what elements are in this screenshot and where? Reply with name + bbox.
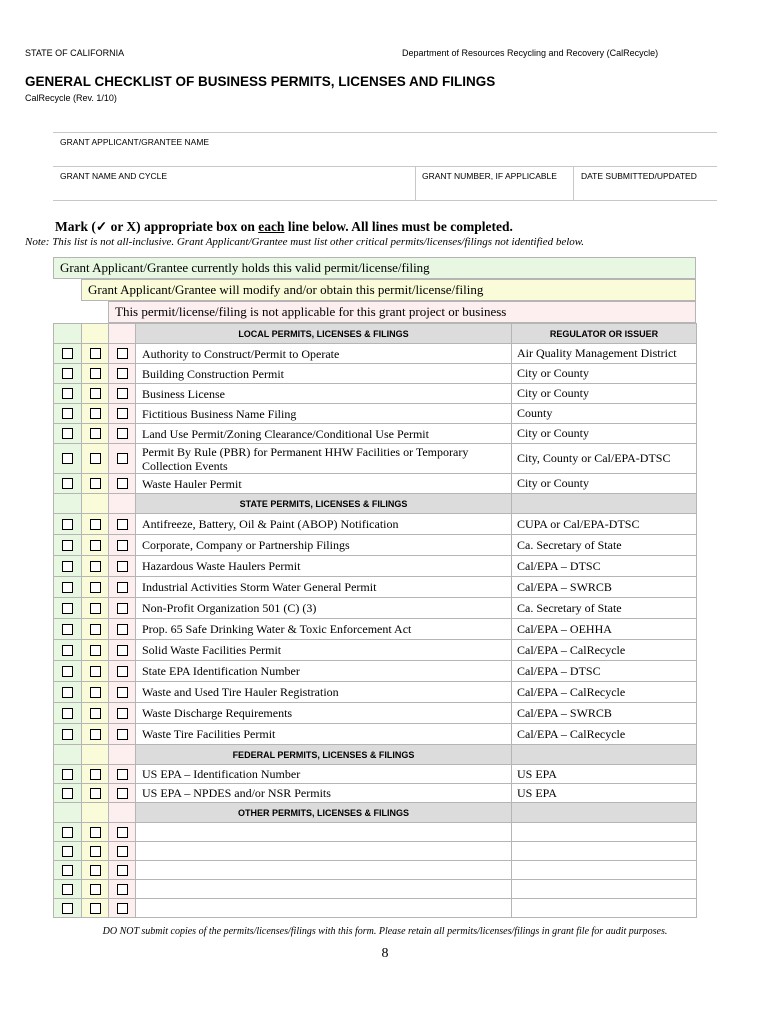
permit-name: Solid Waste Facilities Permit [136, 640, 512, 661]
obtain-cell [82, 823, 109, 842]
permit-row [54, 765, 697, 784]
permit-name: Industrial Activities Storm Water General Permit [136, 577, 512, 598]
permit-name: Waste Tire Facilities Permit [136, 724, 512, 745]
obtain-cell [82, 444, 109, 474]
permit-regulator: County [512, 404, 697, 424]
na-cell [109, 682, 136, 703]
permit-regulator: US EPA [512, 784, 697, 803]
not-applicable-checkbox[interactable] [117, 827, 128, 838]
section-header-blank [82, 324, 109, 344]
na-cell [109, 444, 136, 474]
date-submitted-label: DATE SUBMITTED/UPDATED [581, 171, 697, 181]
will-obtain-checkbox[interactable] [90, 540, 101, 551]
holds-checkbox[interactable] [62, 540, 73, 551]
obtain-cell [82, 474, 109, 494]
obtain-cell [82, 598, 109, 619]
will-obtain-checkbox[interactable] [90, 582, 101, 593]
permit-name [136, 899, 512, 918]
holds-checkbox[interactable] [62, 582, 73, 593]
section-heading: FEDERAL PERMITS, LICENSES & FILINGS [136, 745, 512, 765]
section-header-blank [109, 745, 136, 765]
will-obtain-checkbox[interactable] [90, 519, 101, 530]
not-applicable-checkbox[interactable] [117, 519, 128, 530]
holds-cell [54, 823, 82, 842]
will-obtain-checkbox[interactable] [90, 729, 101, 740]
permit-name: Permit By Rule (PBR) for Permanent HHW Facilities or Temporary Collection Events [136, 444, 512, 474]
permit-name: Business License [136, 384, 512, 404]
section-header-row [54, 745, 697, 765]
instructions-note: Note: This list is not all-inclusive. Grant Applicant/Grantee must list other critical permits/licenses/filings not identified below. [25, 236, 585, 248]
holds-checkbox[interactable] [62, 428, 73, 439]
na-cell [109, 474, 136, 494]
will-obtain-checkbox[interactable] [90, 666, 101, 677]
obtain-cell [82, 842, 109, 861]
holds-checkbox[interactable] [62, 687, 73, 698]
na-cell [109, 577, 136, 598]
permit-regulator: Ca. Secretary of State [512, 598, 697, 619]
permit-row [54, 619, 697, 640]
section-header-blank [54, 803, 82, 823]
holds-checkbox[interactable] [62, 769, 73, 780]
obtain-cell [82, 703, 109, 724]
permit-row [54, 703, 697, 724]
holds-checkbox[interactable] [62, 603, 73, 614]
permit-name: US EPA – NPDES and/or NSR Permits [136, 784, 512, 803]
will-obtain-checkbox[interactable] [90, 903, 101, 914]
not-applicable-checkbox[interactable] [117, 453, 128, 464]
obtain-cell [82, 724, 109, 745]
obtain-cell [82, 577, 109, 598]
not-applicable-checkbox[interactable] [117, 729, 128, 740]
permit-row [54, 682, 697, 703]
permit-row [54, 880, 697, 899]
permit-row [54, 899, 697, 918]
not-applicable-checkbox[interactable] [117, 903, 128, 914]
na-cell [109, 514, 136, 535]
holds-cell [54, 474, 82, 494]
not-applicable-checkbox[interactable] [117, 603, 128, 614]
holds-cell [54, 384, 82, 404]
permit-name: Building Construction Permit [136, 364, 512, 384]
obtain-cell [82, 384, 109, 404]
holds-checkbox[interactable] [62, 827, 73, 838]
will-obtain-checkbox[interactable] [90, 561, 101, 572]
permit-regulator: Cal/EPA – CalRecycle [512, 640, 697, 661]
holds-checkbox[interactable] [62, 388, 73, 399]
will-obtain-checkbox[interactable] [90, 603, 101, 614]
holds-cell [54, 899, 82, 918]
holds-cell [54, 404, 82, 424]
obtain-cell [82, 556, 109, 577]
permit-name: Land Use Permit/Zoning Clearance/Conditional Use Permit [136, 424, 512, 444]
field-rule-top [53, 132, 717, 133]
permit-regulator [512, 880, 697, 899]
section-heading: STATE PERMITS, LICENSES & FILINGS [136, 494, 512, 514]
regulator-heading [512, 494, 697, 514]
obtain-cell [82, 640, 109, 661]
na-cell [109, 823, 136, 842]
permit-row [54, 344, 697, 364]
permit-regulator: Cal/EPA – SWRCB [512, 703, 697, 724]
permit-name: Hazardous Waste Haulers Permit [136, 556, 512, 577]
permit-row [54, 784, 697, 803]
holds-cell [54, 880, 82, 899]
na-cell [109, 784, 136, 803]
holds-cell [54, 784, 82, 803]
obtain-cell [82, 880, 109, 899]
permit-regulator: Air Quality Management District [512, 344, 697, 364]
permit-name [136, 880, 512, 899]
permit-name: Waste Hauler Permit [136, 474, 512, 494]
holds-checkbox[interactable] [62, 708, 73, 719]
obtain-cell [82, 784, 109, 803]
obtain-cell [82, 344, 109, 364]
permit-row [54, 384, 697, 404]
will-obtain-checkbox[interactable] [90, 884, 101, 895]
field-divider-1 [415, 166, 416, 201]
permit-regulator: Cal/EPA – SWRCB [512, 577, 697, 598]
permit-regulator: Cal/EPA – CalRecycle [512, 724, 697, 745]
na-cell [109, 661, 136, 682]
will-obtain-checkbox[interactable] [90, 769, 101, 780]
form-revision: CalRecycle (Rev. 1/10) [25, 93, 117, 103]
will-obtain-checkbox[interactable] [90, 428, 101, 439]
permit-row [54, 661, 697, 682]
permit-regulator: City or County [512, 474, 697, 494]
permit-row [54, 474, 697, 494]
obtain-cell [82, 682, 109, 703]
not-applicable-checkbox[interactable] [117, 788, 128, 799]
obtain-cell [82, 661, 109, 682]
grant-name-cycle-label: GRANT NAME AND CYCLE [60, 171, 168, 181]
footer-note: DO NOT submit copies of the permits/licenses/filings with this form. Please retain all permits/licenses/filings in grant file for audit purposes. [102, 926, 668, 937]
obtain-cell [82, 535, 109, 556]
holds-checkbox[interactable] [62, 368, 73, 379]
not-applicable-checkbox[interactable] [117, 884, 128, 895]
not-applicable-checkbox[interactable] [117, 388, 128, 399]
na-cell [109, 703, 136, 724]
not-applicable-checkbox[interactable] [117, 348, 128, 359]
obtain-cell [82, 424, 109, 444]
section-header-blank [109, 494, 136, 514]
not-applicable-checkbox[interactable] [117, 368, 128, 379]
obtain-cell [82, 899, 109, 918]
permit-row [54, 577, 697, 598]
section-header-blank [54, 745, 82, 765]
na-cell [109, 880, 136, 899]
will-obtain-checkbox[interactable] [90, 645, 101, 656]
obtain-cell [82, 619, 109, 640]
permit-name [136, 823, 512, 842]
permit-regulator: CUPA or Cal/EPA-DTSC [512, 514, 697, 535]
permit-regulator: Cal/EPA – DTSC [512, 661, 697, 682]
permit-name: Waste and Used Tire Hauler Registration [136, 682, 512, 703]
permit-name: Fictitious Business Name Filing [136, 404, 512, 424]
permit-name: Waste Discharge Requirements [136, 703, 512, 724]
na-cell [109, 344, 136, 364]
section-header-row [54, 324, 697, 344]
na-cell [109, 619, 136, 640]
will-obtain-checkbox[interactable] [90, 348, 101, 359]
na-cell [109, 765, 136, 784]
permit-regulator: City or County [512, 424, 697, 444]
section-header-blank [54, 324, 82, 344]
not-applicable-checkbox[interactable] [117, 708, 128, 719]
na-cell [109, 842, 136, 861]
na-cell [109, 424, 136, 444]
will-obtain-checkbox[interactable] [90, 827, 101, 838]
permit-row [54, 424, 697, 444]
holds-cell [54, 424, 82, 444]
permit-regulator: Cal/EPA – CalRecycle [512, 682, 697, 703]
will-obtain-checkbox[interactable] [90, 687, 101, 698]
not-applicable-checkbox[interactable] [117, 561, 128, 572]
holds-cell [54, 724, 82, 745]
regulator-heading: REGULATOR OR ISSUER [512, 324, 697, 344]
obtain-cell [82, 765, 109, 784]
not-applicable-checkbox[interactable] [117, 666, 128, 677]
regulator-heading [512, 803, 697, 823]
holds-checkbox[interactable] [62, 624, 73, 635]
holds-checkbox[interactable] [62, 348, 73, 359]
holds-cell [54, 514, 82, 535]
obtain-cell [82, 404, 109, 424]
will-obtain-checkbox[interactable] [90, 865, 101, 876]
holds-checkbox[interactable] [62, 453, 73, 464]
field-rule-bottom [53, 200, 717, 201]
not-applicable-checkbox[interactable] [117, 846, 128, 857]
permit-regulator: Cal/EPA – DTSC [512, 556, 697, 577]
na-cell [109, 404, 136, 424]
na-cell [109, 384, 136, 404]
not-applicable-checkbox[interactable] [117, 645, 128, 656]
holds-checkbox[interactable] [62, 729, 73, 740]
permit-row [54, 823, 697, 842]
page-number: 8 [381, 946, 389, 961]
not-applicable-checkbox[interactable] [117, 478, 128, 489]
column-legend-not-applicable: This permit/license/filing is not applicable for this grant project or business [108, 301, 696, 323]
permit-regulator: City or County [512, 384, 697, 404]
marking-instructions: Mark (✓ or X) appropriate box on each line below. All lines must be completed. [55, 219, 513, 234]
holds-cell [54, 577, 82, 598]
permit-name: Authority to Construct/Permit to Operate [136, 344, 512, 364]
permit-regulator: City or County [512, 364, 697, 384]
holds-checkbox[interactable] [62, 645, 73, 656]
permit-regulator: Ca. Secretary of State [512, 535, 697, 556]
holds-cell [54, 682, 82, 703]
permit-name [136, 842, 512, 861]
section-header-blank [54, 494, 82, 514]
will-obtain-checkbox[interactable] [90, 624, 101, 635]
grant-number-label: GRANT NUMBER, IF APPLICABLE [422, 171, 557, 181]
column-legend-will-obtain: Grant Applicant/Grantee will modify and/or obtain this permit/license/filing [81, 279, 696, 301]
permit-row [54, 444, 697, 474]
will-obtain-checkbox[interactable] [90, 788, 101, 799]
permit-row [54, 842, 697, 861]
permit-row [54, 364, 697, 384]
regulator-heading [512, 745, 697, 765]
permit-regulator: US EPA [512, 765, 697, 784]
not-applicable-checkbox[interactable] [117, 687, 128, 698]
section-header-blank [82, 745, 109, 765]
permit-name: Prop. 65 Safe Drinking Water & Toxic Enforcement Act [136, 619, 512, 640]
permit-regulator [512, 842, 697, 861]
holds-cell [54, 640, 82, 661]
section-header-blank [109, 803, 136, 823]
holds-checkbox[interactable] [62, 478, 73, 489]
holds-checkbox[interactable] [62, 408, 73, 419]
will-obtain-checkbox[interactable] [90, 846, 101, 857]
section-heading: LOCAL PERMITS, LICENSES & FILINGS [136, 324, 512, 344]
will-obtain-checkbox[interactable] [90, 478, 101, 489]
permit-name [136, 861, 512, 880]
permit-row [54, 861, 697, 880]
section-heading: OTHER PERMITS, LICENSES & FILINGS [136, 803, 512, 823]
na-cell [109, 535, 136, 556]
will-obtain-checkbox[interactable] [90, 368, 101, 379]
field-divider-2 [573, 166, 574, 201]
holds-cell [54, 661, 82, 682]
section-header-blank [82, 494, 109, 514]
permit-row [54, 598, 697, 619]
holds-checkbox[interactable] [62, 666, 73, 677]
department-header: Department of Resources Recycling and Recovery (CalRecycle) [402, 48, 659, 58]
na-cell [109, 556, 136, 577]
obtain-cell [82, 514, 109, 535]
holds-cell [54, 703, 82, 724]
permit-regulator: City, County or Cal/EPA-DTSC [512, 444, 697, 474]
na-cell [109, 598, 136, 619]
will-obtain-checkbox[interactable] [90, 708, 101, 719]
not-applicable-checkbox[interactable] [117, 428, 128, 439]
holds-cell [54, 842, 82, 861]
permit-row [54, 640, 697, 661]
column-legend-holds: Grant Applicant/Grantee currently holds this valid permit/license/filing [53, 257, 696, 279]
not-applicable-checkbox[interactable] [117, 769, 128, 780]
na-cell [109, 364, 136, 384]
field-rule-mid [53, 166, 717, 167]
not-applicable-checkbox[interactable] [117, 624, 128, 635]
permit-row [54, 514, 697, 535]
permit-regulator [512, 823, 697, 842]
holds-checkbox[interactable] [62, 788, 73, 799]
not-applicable-checkbox[interactable] [117, 582, 128, 593]
not-applicable-checkbox[interactable] [117, 540, 128, 551]
permit-name: Non-Profit Organization 501 (C) (3) [136, 598, 512, 619]
na-cell [109, 861, 136, 880]
holds-checkbox[interactable] [62, 519, 73, 530]
holds-cell [54, 535, 82, 556]
not-applicable-checkbox[interactable] [117, 408, 128, 419]
holds-checkbox[interactable] [62, 903, 73, 914]
holds-cell [54, 364, 82, 384]
permit-row [54, 724, 697, 745]
permit-name: Antifreeze, Battery, Oil & Paint (ABOP) Notification [136, 514, 512, 535]
permit-row [54, 535, 697, 556]
na-cell [109, 899, 136, 918]
section-header-blank [109, 324, 136, 344]
holds-checkbox[interactable] [62, 846, 73, 857]
holds-cell [54, 619, 82, 640]
permit-name: State EPA Identification Number [136, 661, 512, 682]
will-obtain-checkbox[interactable] [90, 408, 101, 419]
will-obtain-checkbox[interactable] [90, 453, 101, 464]
holds-cell [54, 444, 82, 474]
permit-row [54, 556, 697, 577]
not-applicable-checkbox[interactable] [117, 865, 128, 876]
permit-name: Corporate, Company or Partnership Filings [136, 535, 512, 556]
section-header-row [54, 494, 697, 514]
section-header-blank [82, 803, 109, 823]
will-obtain-checkbox[interactable] [90, 388, 101, 399]
holds-cell [54, 556, 82, 577]
holds-cell [54, 765, 82, 784]
permit-name: US EPA – Identification Number [136, 765, 512, 784]
holds-checkbox[interactable] [62, 865, 73, 876]
obtain-cell [82, 861, 109, 880]
checkmark-icon: ✓ [95, 219, 108, 234]
obtain-cell [82, 364, 109, 384]
state-header: STATE OF CALIFORNIA [25, 48, 125, 58]
section-header-row [54, 803, 697, 823]
applicant-name-label: GRANT APPLICANT/GRANTEE NAME [60, 137, 210, 147]
holds-checkbox[interactable] [62, 884, 73, 895]
holds-cell [54, 598, 82, 619]
na-cell [109, 640, 136, 661]
holds-cell [54, 344, 82, 364]
page-title: GENERAL CHECKLIST OF BUSINESS PERMITS, LICENSES AND FILINGS [25, 74, 496, 89]
permit-regulator [512, 861, 697, 880]
holds-checkbox[interactable] [62, 561, 73, 572]
permits-checklist-table [53, 323, 697, 918]
na-cell [109, 724, 136, 745]
permit-regulator: Cal/EPA – OEHHA [512, 619, 697, 640]
permit-regulator [512, 899, 697, 918]
holds-cell [54, 861, 82, 880]
permit-row [54, 404, 697, 424]
